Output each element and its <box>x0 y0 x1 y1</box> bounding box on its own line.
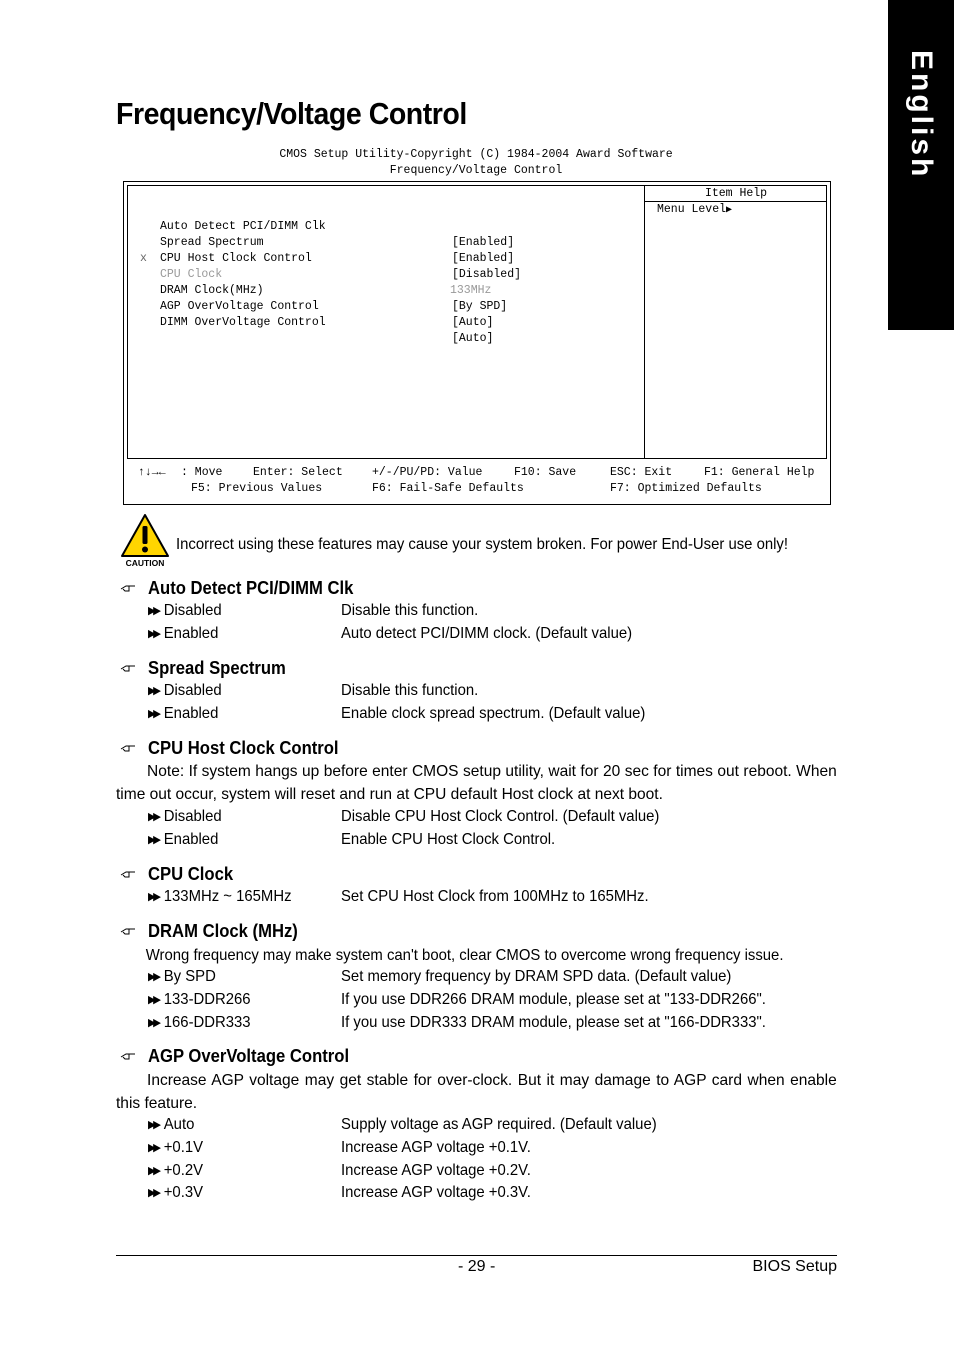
bios-copyright-header: CMOS Setup Utility-Copyright (C) 1984-2004 Award Software <box>279 148 673 161</box>
menu-level-line <box>657 203 732 216</box>
option-desc: Auto detect PCI/DIMM clock. (Default value) <box>341 625 633 642</box>
option-desc: If you use DDR333 DRAM module, please set at "166-DDR333". <box>341 1014 766 1031</box>
section-note: Wrong frequency may make system can't boot, clear CMOS to overcome wrong frequency issue. <box>145 947 784 964</box>
bios-row-value: [Enabled] <box>452 252 515 265</box>
footer-divider <box>116 1255 837 1256</box>
bios-row-label: DRAM Clock(MHz) <box>160 284 264 297</box>
option-desc: Enable clock spread spectrum. (Default value) <box>341 705 646 722</box>
key-move: : Move <box>181 466 223 479</box>
bios-row-label: Auto Detect PCI/DIMM Clk <box>160 220 326 233</box>
option-name: Enabled <box>163 831 219 848</box>
option-desc: Disable this function. <box>341 682 479 699</box>
option-desc: Enable CPU Host Clock Control. <box>341 831 556 848</box>
bios-row-value: [Disabled] <box>452 268 522 281</box>
caution-text: Incorrect using these features may cause your system broken. For power End-User use only! <box>176 536 789 553</box>
key-exit: ESC: Exit <box>610 466 673 479</box>
item-help-panel <box>644 186 827 458</box>
bios-row-label: DIMM OverVoltage Control <box>160 316 326 329</box>
language-tab-label: English <box>905 50 938 180</box>
pointing-hand-icon <box>120 663 138 673</box>
pointing-hand-icon <box>120 583 138 593</box>
double-arrow-icon: ▶▶ <box>148 891 159 903</box>
section-title: Spread Spectrum <box>148 657 286 678</box>
option-desc: If you use DDR266 DRAM module, please set at "133-DDR266". <box>341 991 766 1008</box>
bios-screen-title: Frequency/Voltage Control <box>389 164 563 177</box>
move-keys-arrows-icon: ↑↓→← <box>138 466 166 479</box>
pointing-hand-icon <box>120 743 138 753</box>
double-arrow-icon: ▶▶ <box>148 1119 159 1131</box>
key-previous: F5: Previous Values <box>191 482 323 495</box>
key-save: F10: Save <box>514 466 577 479</box>
pointing-hand-icon <box>120 1051 138 1061</box>
double-arrow-icon: ▶▶ <box>148 1142 159 1154</box>
option-name: 166-DDR333 <box>163 1014 251 1031</box>
bios-key-legend <box>124 462 830 502</box>
option-desc: Increase AGP voltage +0.2V. <box>341 1162 531 1179</box>
option-name: +0.3V <box>163 1184 204 1201</box>
option-name: By SPD <box>163 968 216 985</box>
option-name: Disabled <box>163 808 222 825</box>
pointing-hand-icon <box>120 926 138 936</box>
key-help: F1: General Help <box>704 466 815 479</box>
bios-row-value: [Enabled] <box>452 236 515 249</box>
double-arrow-icon: ▶▶ <box>148 834 159 846</box>
double-arrow-icon: ▶▶ <box>148 971 159 983</box>
double-arrow-icon: ▶▶ <box>148 685 159 697</box>
option-name: Auto <box>163 1116 195 1133</box>
section-spread-spectrum <box>120 657 301 679</box>
double-arrow-icon: ▶▶ <box>148 708 159 720</box>
bios-screen <box>123 181 831 505</box>
language-tab <box>888 0 954 330</box>
section-title: CPU Host Clock Control <box>148 737 339 758</box>
section-title: AGP OverVoltage Control <box>148 1045 350 1066</box>
menu-level-text: Menu Level <box>657 203 727 216</box>
page-number: - 29 - <box>458 1258 496 1275</box>
section-cpu-host-clock <box>120 737 360 759</box>
option-desc: Disable this function. <box>341 602 479 619</box>
section-note: Increase AGP voltage may get stable for over-clock. But it may damage to AGP card when enable this feature. <box>116 1072 837 1112</box>
section-title: Auto Detect PCI/DIMM Clk <box>148 577 354 598</box>
section-note: Note: If system hangs up before enter CMOS setup utility, wait for 20 sec for times out reboot. When time out occur, system will reset and run at CPU default Host clock at next boot. <box>116 763 837 803</box>
bios-row-value: 133MHz <box>450 284 492 297</box>
caution-icon <box>120 512 172 573</box>
option-desc: Increase AGP voltage +0.1V. <box>341 1139 531 1156</box>
bios-menu-panel <box>127 185 827 459</box>
triangle-right-icon: ▶ <box>726 205 733 216</box>
section-title: DRAM Clock (MHz) <box>148 920 298 941</box>
bios-row-value: [By SPD] <box>452 300 508 313</box>
section-cpu-clock <box>120 863 243 885</box>
option-desc: Disable CPU Host Clock Control. (Default value) <box>341 808 660 825</box>
pointing-hand-icon <box>120 869 138 879</box>
key-value: +/-/PU/PD: Value <box>372 466 483 479</box>
bios-row-value: [Auto] <box>452 316 494 329</box>
section-auto-detect <box>120 577 376 599</box>
double-arrow-icon: ▶▶ <box>148 994 159 1006</box>
bios-row-mark: x <box>140 252 147 265</box>
double-arrow-icon: ▶▶ <box>148 605 159 617</box>
option-desc: Set CPU Host Clock from 100MHz to 165MHz. <box>341 888 649 905</box>
option-name: +0.2V <box>163 1162 204 1179</box>
caution-icon-label: CAUTION <box>125 558 165 568</box>
bios-row-label: Spread Spectrum <box>160 236 264 249</box>
option-name: Disabled <box>163 682 222 699</box>
item-help-title: Item Help <box>645 186 827 202</box>
key-failsafe: F6: Fail-Safe Defaults <box>372 482 524 495</box>
section-agp-overvoltage <box>120 1045 371 1067</box>
double-arrow-icon: ▶▶ <box>148 1187 159 1199</box>
footer-section-name: BIOS Setup <box>752 1258 837 1275</box>
double-arrow-icon: ▶▶ <box>148 811 159 823</box>
key-enter: Enter: Select <box>253 466 343 479</box>
key-optimized: F7: Optimized Defaults <box>610 482 762 495</box>
page-title: Frequency/Voltage Control <box>116 96 467 131</box>
option-name: 133MHz ~ 165MHz <box>163 888 292 905</box>
double-arrow-icon: ▶▶ <box>148 628 159 640</box>
section-dram-clock <box>120 920 315 942</box>
option-name: 133-DDR266 <box>163 991 251 1008</box>
double-arrow-icon: ▶▶ <box>148 1165 159 1177</box>
double-arrow-icon: ▶▶ <box>148 1017 159 1029</box>
option-desc: Increase AGP voltage +0.3V. <box>341 1184 531 1201</box>
bios-row-label: CPU Clock <box>160 268 223 281</box>
section-title: CPU Clock <box>148 863 234 884</box>
option-name: Disabled <box>163 602 222 619</box>
option-name: Enabled <box>163 625 219 642</box>
option-desc: Supply voltage as AGP required. (Default value) <box>341 1116 657 1133</box>
option-desc: Set memory frequency by DRAM SPD data. (Default value) <box>341 968 732 985</box>
bios-row-label: AGP OverVoltage Control <box>160 300 319 313</box>
option-name: +0.1V <box>163 1139 204 1156</box>
option-name: Enabled <box>163 705 219 722</box>
bios-row-value: [Auto] <box>452 332 494 345</box>
bios-row-label: CPU Host Clock Control <box>160 252 312 265</box>
